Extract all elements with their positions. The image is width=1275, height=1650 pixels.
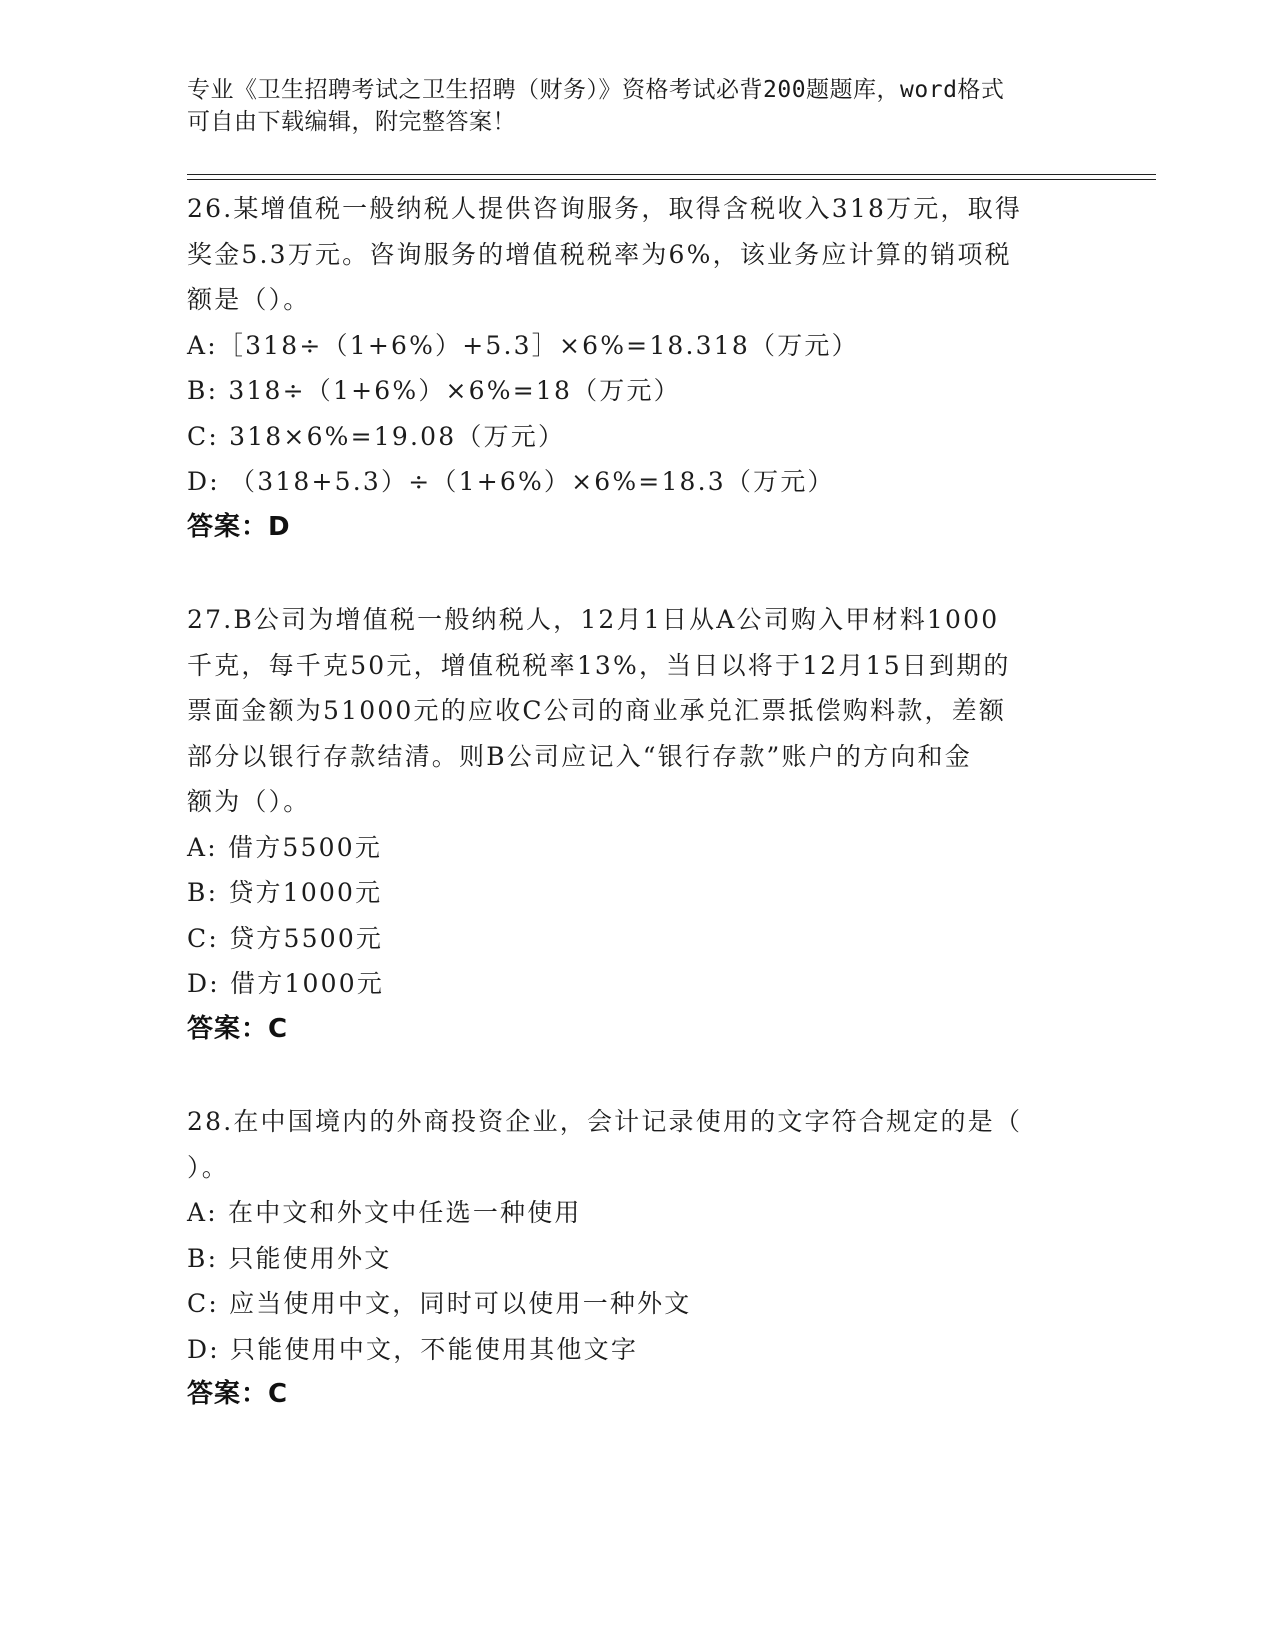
option-a: A: 借方5500元 xyxy=(187,832,383,862)
option-d: D: （318+5.3）÷（1+6%）×6%=18.3（万元） xyxy=(187,467,835,496)
answer-label: 答案：D xyxy=(187,511,291,542)
answer-label: 答案：C xyxy=(187,1379,289,1409)
header-line-2: 可自由下载编辑，附完整答案！ xyxy=(187,109,516,135)
question-text-line: 27.B公司为增值税一般纳税人，12月1日从A公司购入甲材料1000 xyxy=(187,605,1000,634)
question-text-line: 奖金5.3万元。咨询服务的增值税税率为6%，该业务应计算的销项税 xyxy=(187,239,1012,269)
header-divider-top xyxy=(187,174,1156,175)
question-text-line: 26.某增值税一般纳税人提供咨询服务，取得含税收入318万元，取得 xyxy=(187,194,1023,223)
header-line-1: 专业《卫生招聘考试之卫生招聘（财务）》资格考试必背200题题库，word格式 xyxy=(187,77,1005,103)
option-b: B: 318÷（1+6%）×6%=18（万元） xyxy=(187,376,681,405)
option-b: B: 只能使用外文 xyxy=(187,1243,392,1273)
option-b: B: 贷方1000元 xyxy=(187,878,383,907)
question-text-line: 千克，每千克50元，增值税税率13%，当日以将于12月15日到期的 xyxy=(187,650,1011,680)
document-header xyxy=(187,74,1087,138)
question-text-line: 票面金额为51000元的应收C公司的商业承兑汇票抵偿购料款，差额 xyxy=(187,696,1007,725)
question-text-line: 额是（）。 xyxy=(187,285,311,314)
option-c: C: 应当使用中文，同时可以使用一种外文 xyxy=(187,1289,692,1318)
header-divider-bottom xyxy=(187,179,1156,180)
answer-label: 答案：C xyxy=(187,1013,289,1044)
option-c: C: 318×6%=19.08（万元） xyxy=(187,421,566,451)
question-text-line: ）。 xyxy=(187,1152,229,1182)
question-28 xyxy=(187,1099,1087,1418)
option-c: C: 贷方5500元 xyxy=(187,923,384,953)
question-text-line: 额为（）。 xyxy=(187,787,311,816)
option-a: A:［318÷（1+6%）+5.3］×6%=18.318（万元） xyxy=(187,330,859,360)
question-27 xyxy=(187,597,1087,1052)
question-text-line: 28.在中国境内的外商投资企业，会计记录使用的文字符合规定的是（ xyxy=(187,1107,1023,1136)
question-text-line: 部分以银行存款结清。则B公司应记入“银行存款”账户的方向和金 xyxy=(187,741,972,771)
option-d: D: 借方1000元 xyxy=(187,969,385,998)
option-d: D: 只能使用中文，不能使用其他文字 xyxy=(187,1334,639,1364)
option-a: A: 在中文和外文中任选一种使用 xyxy=(187,1198,582,1227)
question-list xyxy=(187,186,1087,1418)
question-26 xyxy=(187,186,1087,550)
